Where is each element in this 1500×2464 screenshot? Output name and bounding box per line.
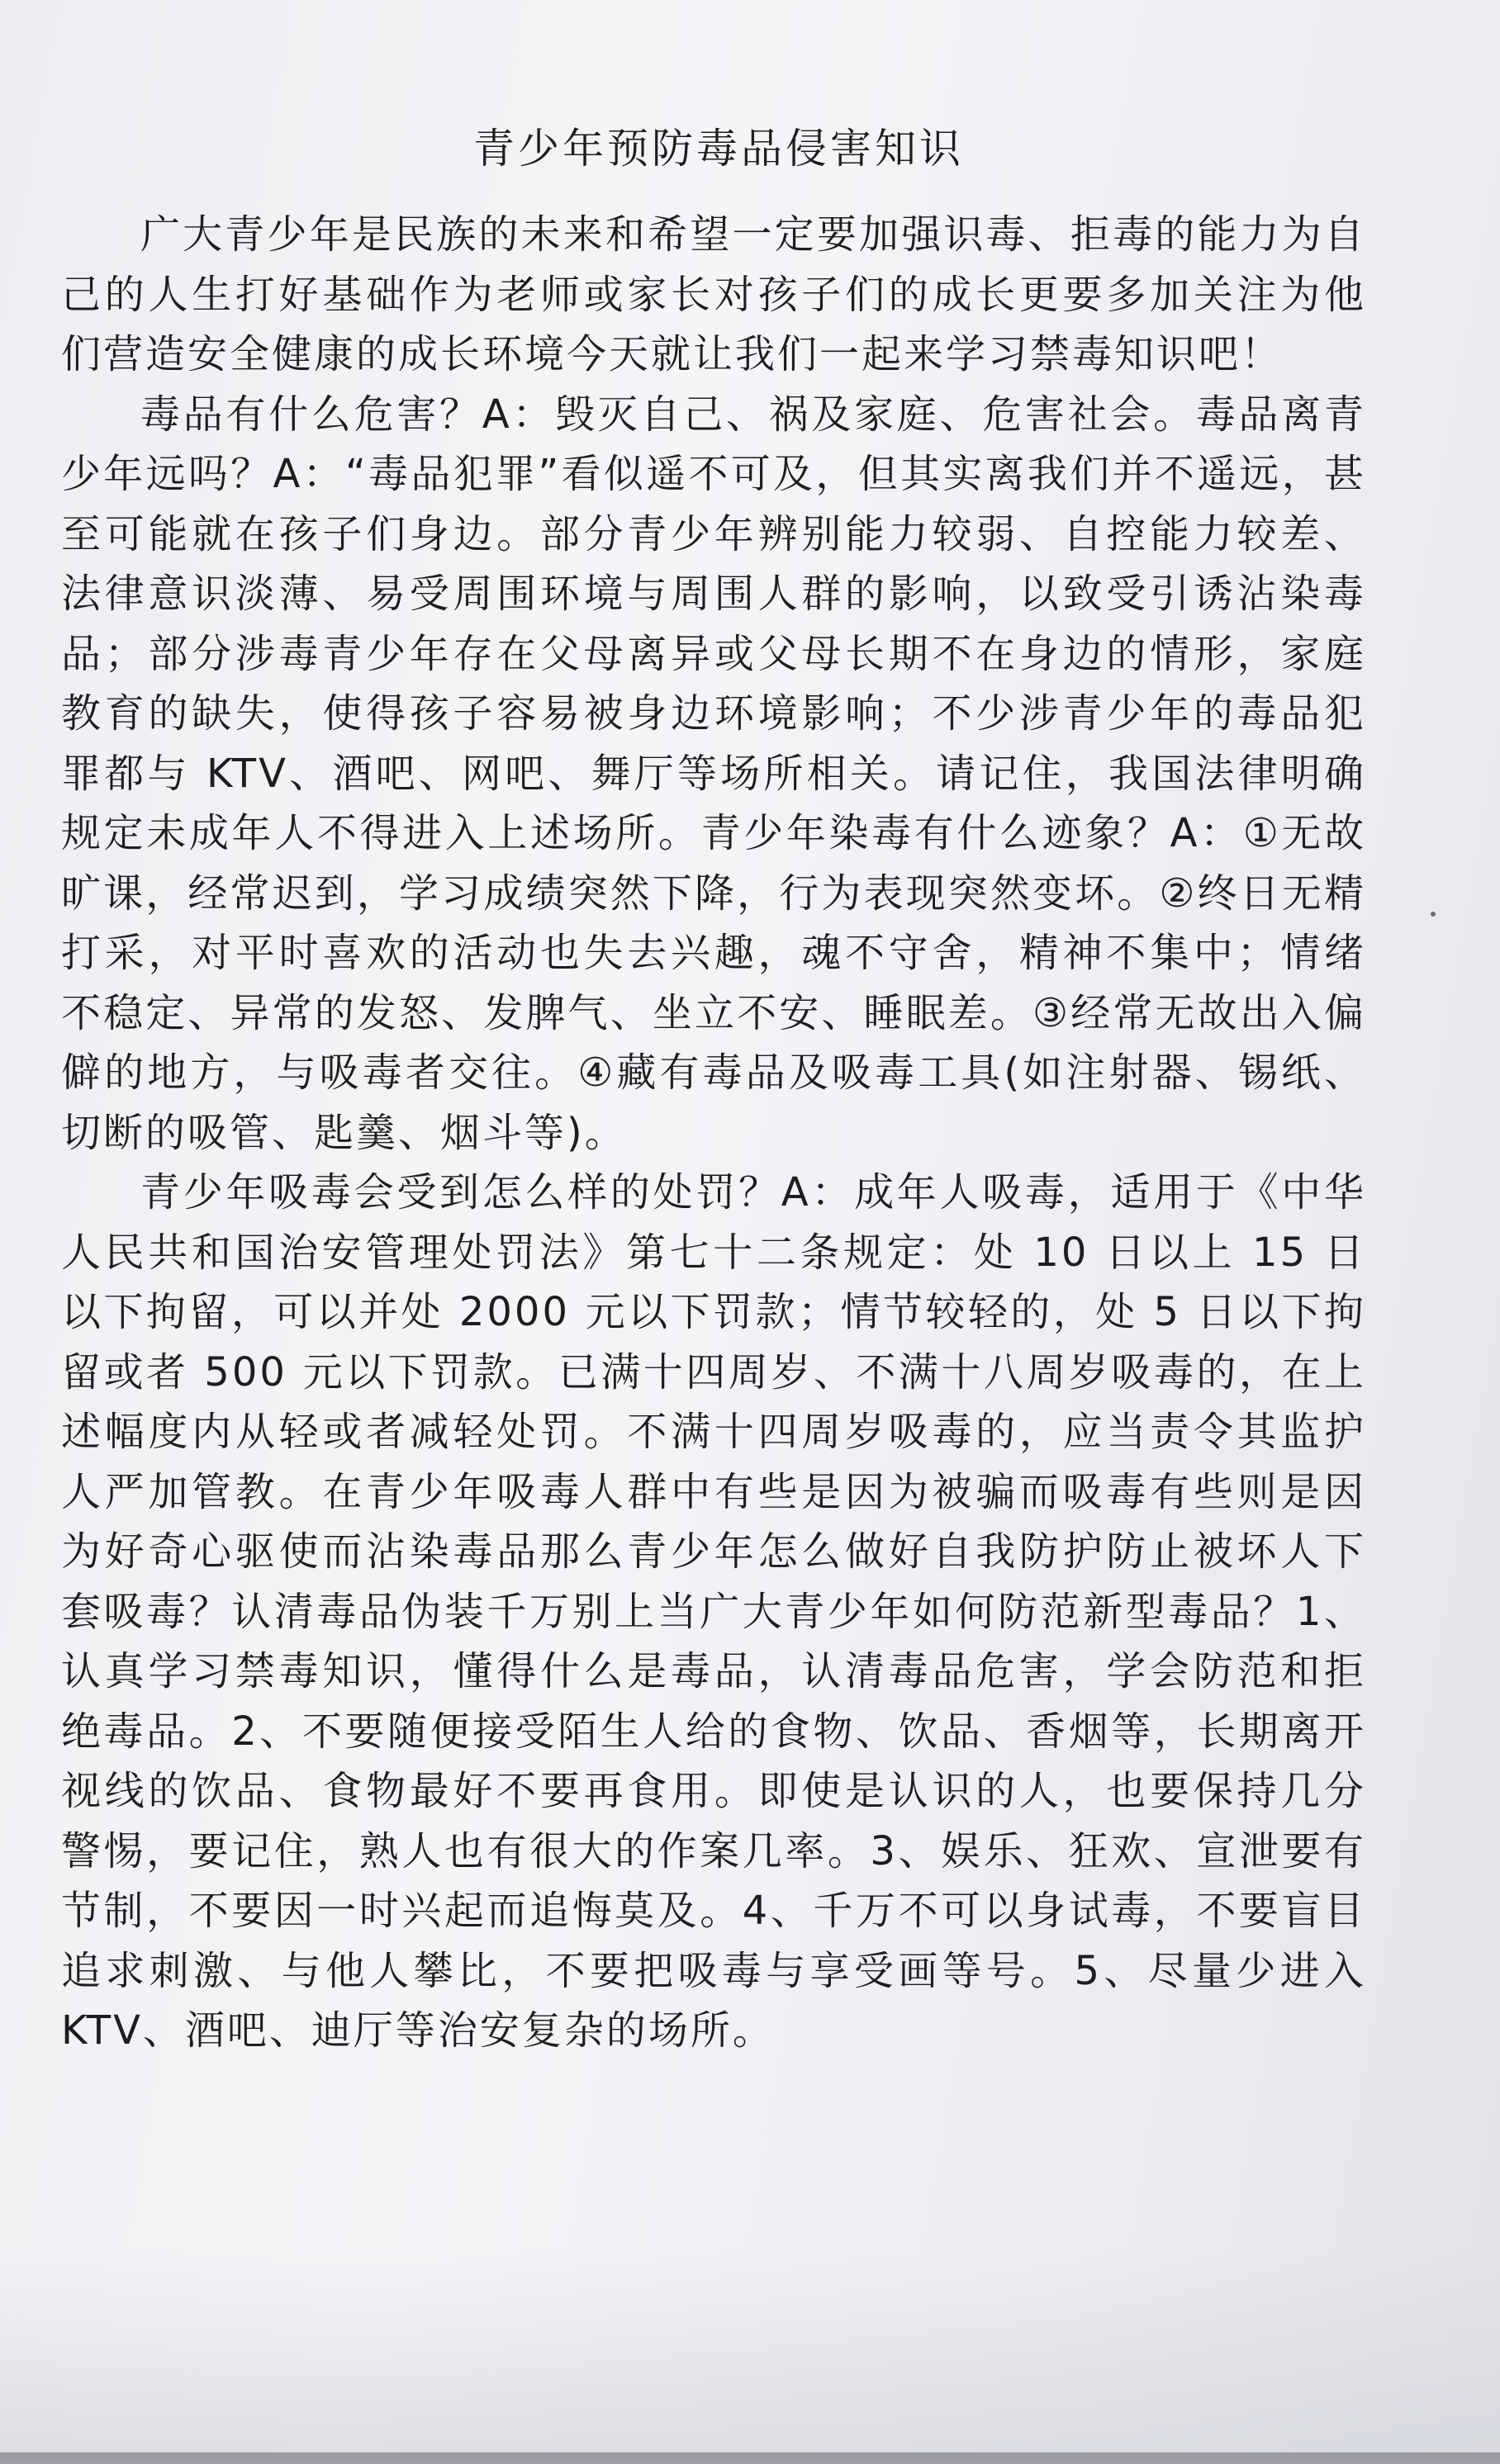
paragraph-penalties: 青少年吸毒会受到怎么样的处罚？A：成年人吸毒，适用于《中华人民共和国治安管理处罚法》第七十二条规定：处 10 日以上 15 日以下拘留，可以并处 2000 元以下罚款；情节较轻的，处 5 日以下拘留或者 500 元以下罚款。已满十四周岁、不满十八周岁吸毒的，在上述幅度内从轻或者减轻处罚。不满十四周岁吸毒的，应当责令其监护人严加管教。在青少年吸毒人群中有些是因为被骗而吸毒有些则是因为好奇心驱使而沾染毒品那么青少年怎么做好自我防护防止被坏人下套吸毒？认清毒品伪装千万别上当广大青少年如何防范新型毒品？1、认真学习禁毒知识，懂得什么是毒品，认清毒品危害，学会防范和拒绝毒品。2、不要随便接受陌生人给的食物、饮品、香烟等，长期离开视线的饮品、食物最好不要再食用。即使是认识的人，也要保持几分警惕，要记住，熟人也有很大的作案几率。3、娱乐、狂欢、宣泄要有节制，不要因一时兴起而追悔莫及。4、千万不可以身试毒，不要盲目追求刺激、与他人攀比，不要把吸毒与享受画等号。5、尽量少进入 KTV、酒吧、迪厅等治安复杂的场所。 [61, 1169, 1366, 2054]
paragraph-intro: 广大青少年是民族的未来和希望一定要加强识毒、拒毒的能力为自己的人生打好基础作为老师或家长对孩子们的成长更要多加关注为他们营造安全健康的成长环境今天就让我们一起来学习禁毒知识吧！ [61, 211, 1366, 377]
photo-bottom-edge [0, 2452, 1500, 2464]
document-body [61, 205, 1366, 2061]
paragraph-hazards: 毒品有什么危害？A：毁灭自己、祸及家庭、危害社会。毒品离青少年远吗？A：“毒品犯罪”看似遥不可及，但其实离我们并不遥远，甚至可能就在孩子们身边。部分青少年辨别能力较弱、自控能力较差、法律意识淡薄、易受周围环境与周围人群的影响，以致受引诱沾染毒品；部分涉毒青少年存在父母离异或父母长期不在身边的情形，家庭教育的缺失，使得孩子容易被身边环境影响；不少涉青少年的毒品犯罪都与 KTV、酒吧、网吧、舞厅等场所相关。请记住，我国法律明确规定未成年人不得进入上述场所。青少年染毒有什么迹象？A：①无故旷课，经常迟到，学习成绩突然下降，行为表现突然变坏。②终日无精打采，对平时喜欢的活动也失去兴趣，魂不守舍，精神不集中；情绪不稳定、异常的发怒、发脾气、坐立不安、睡眠差。③经常无故出入偏僻的地方，与吸毒者交往。④藏有毒品及吸毒工具(如注射器、锡纸、切断的吸管、匙羹、烟斗等)。 [61, 391, 1366, 1156]
ink-speck [1431, 912, 1436, 917]
document-title: 青少年预防毒品侵害知识 [473, 125, 964, 173]
